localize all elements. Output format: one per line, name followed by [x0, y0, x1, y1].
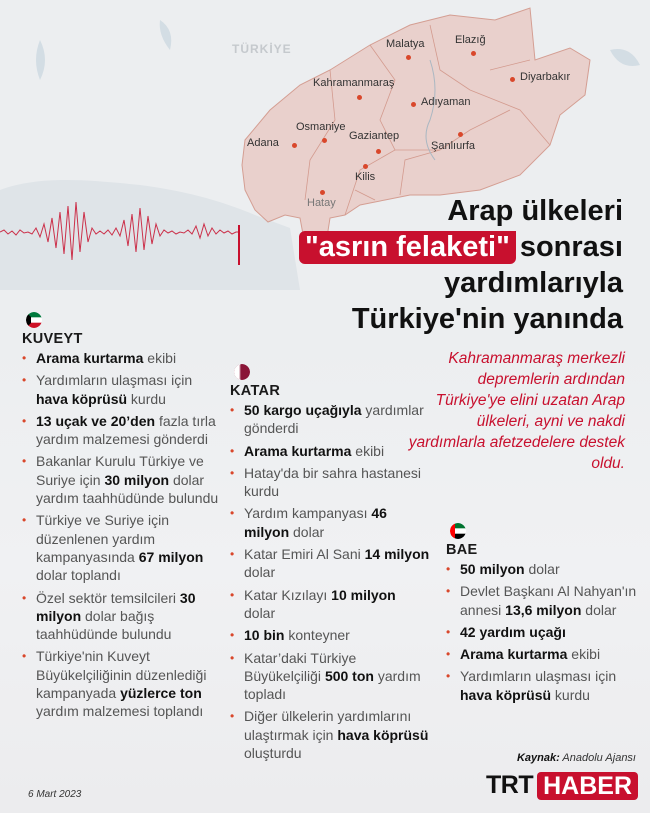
- list-item: • Yardımların ulaşması için hava köprüsü kurdu: [22, 371, 227, 408]
- city-dot-gaziantep: [376, 149, 381, 154]
- list-item: • Yardımların ulaşması için hava köprüsü kurdu: [446, 667, 646, 704]
- list-item: • 50 milyon dolar: [446, 560, 646, 578]
- country-name-kuveyt: KUVEYT: [22, 331, 83, 347]
- country-name-bae: BAE: [446, 542, 478, 558]
- city-dot-adana: [292, 143, 297, 148]
- list-item: • 10 bin konteyner: [230, 626, 430, 644]
- source-value: Anadolu Ajansı: [559, 752, 636, 764]
- map-label-malatya: Malatya: [386, 38, 425, 50]
- headline-line-3: yardımlarıyla: [444, 267, 623, 299]
- list-item: • Arama kurtarma ekibi: [22, 349, 227, 367]
- list-item: • Bakanlar Kurulu Türkiye ve Suriye için 30 milyon dolar yardım taahhüdünde bulundu: [22, 452, 227, 507]
- list-item: • Diğer ülkelerin yardımlarını ulaştırmak için hava köprüsü oluşturdu: [230, 707, 430, 762]
- map-label-sanliurfa: Şanlıurfa: [431, 140, 476, 152]
- list-item: • Katar Emiri Al Sani 14 milyon dolar: [230, 545, 430, 582]
- source-credit: [517, 752, 636, 764]
- map-label-adiyaman: Adıyaman: [421, 96, 471, 108]
- map-label-osmaniye: Osmaniye: [296, 121, 346, 133]
- list-item: • Devlet Başkanı Al Nahyan'ın annesi 13,6 milyon dolar: [446, 582, 646, 619]
- city-dot-sanliurfa: [458, 132, 463, 137]
- kuveyt-aid-list: [22, 349, 227, 721]
- map-label-kahramanmaras: Kahramanmaraş: [313, 77, 395, 89]
- map-label-gaziantep: Gaziantep: [349, 130, 400, 142]
- city-dot-adiyaman: [411, 102, 416, 107]
- country-katar: [230, 364, 430, 766]
- city-dot-kilis: [363, 164, 368, 169]
- list-item: • Türkiye'nin Kuveyt Büyükelçiliğinin düzenlediği kampanyada yüzlerce ton yardım malzemesi toplandı: [22, 647, 227, 720]
- headline-line-1: Arap ülkeleri: [447, 195, 623, 227]
- bae-aid-list: [446, 560, 646, 704]
- headline: [299, 193, 623, 337]
- source-label: Kaynak:: [516, 752, 560, 764]
- list-item: • Katar Kızılayı 10 milyon dolar: [230, 586, 430, 623]
- list-item: • Arama kurtarma ekibi: [230, 442, 430, 460]
- publish-date: 6 Mart 2023: [28, 789, 82, 800]
- list-item: • Katar’daki Türkiye Büyükelçiliği 500 ton yardım topladı: [230, 649, 430, 704]
- country-name-katar: KATAR: [230, 383, 281, 399]
- map-label-hatay: Hatay: [307, 197, 336, 209]
- headline-line-4: Türkiye'nin yanında: [351, 303, 623, 335]
- country-bae: [446, 523, 646, 708]
- logo-haber: HABER: [537, 772, 638, 800]
- intro-text: Kahramanmaraş merkezli depremlerin ardından Türkiye'ye elini uzatan Arap ülkeleri, ayni ve nakdi yardımlarla afetzedelere destek oldu.: [408, 350, 625, 472]
- katar-aid-list: [230, 401, 430, 762]
- trt-haber-logo: [486, 771, 638, 800]
- headline-line-2-rest: sonrası: [519, 231, 623, 263]
- list-item: • Özel sektör temsilcileri 30 milyon dolar bağış taahhüdünde bulundu: [22, 589, 227, 644]
- seismograph-wave-graphic: [0, 190, 240, 270]
- map-label-elazig: Elazığ: [455, 34, 486, 46]
- map-label-kilis: Kilis: [355, 171, 376, 183]
- list-item: • Yardım kampanyası 46 milyon dolar: [230, 504, 430, 541]
- list-item: • 42 yardım uçağı: [446, 623, 646, 641]
- city-dot-diyarbakir: [510, 77, 515, 82]
- qatar-flag-icon: [234, 364, 250, 380]
- map-label-turkiye: TÜRKİYE: [232, 42, 292, 56]
- list-item: • Arama kurtarma ekibi: [446, 645, 646, 663]
- headline-line-2: [299, 229, 623, 265]
- city-dot-malatya: [406, 55, 411, 60]
- list-item: • 13 uçak ve 20’den fazla tırla yardım malzemesi gönderdi: [22, 412, 227, 449]
- list-item: • Hatay'da bir sahra hastanesi kurdu: [230, 464, 430, 501]
- map-label-adana: Adana: [247, 137, 279, 149]
- list-item: • Türkiye ve Suriye için düzenlenen yardım kampanyasında 67 milyon dolar toplandı: [22, 511, 227, 584]
- map-label-diyarbakir: Diyarbakır: [520, 71, 571, 83]
- list-item: • 50 kargo uçağıyla yardımlar gönderdi: [230, 401, 430, 438]
- country-kuveyt: [22, 312, 227, 725]
- logo-trt: TRT: [486, 771, 534, 799]
- kuwait-flag-icon: [26, 312, 42, 328]
- headline-highlight: "asrın felaketi": [299, 231, 516, 264]
- city-dot-elazig: [471, 51, 476, 56]
- uae-flag-icon: [450, 523, 466, 539]
- city-dot-osmaniye: [322, 138, 327, 143]
- city-dot-kahramanmaras: [357, 95, 362, 100]
